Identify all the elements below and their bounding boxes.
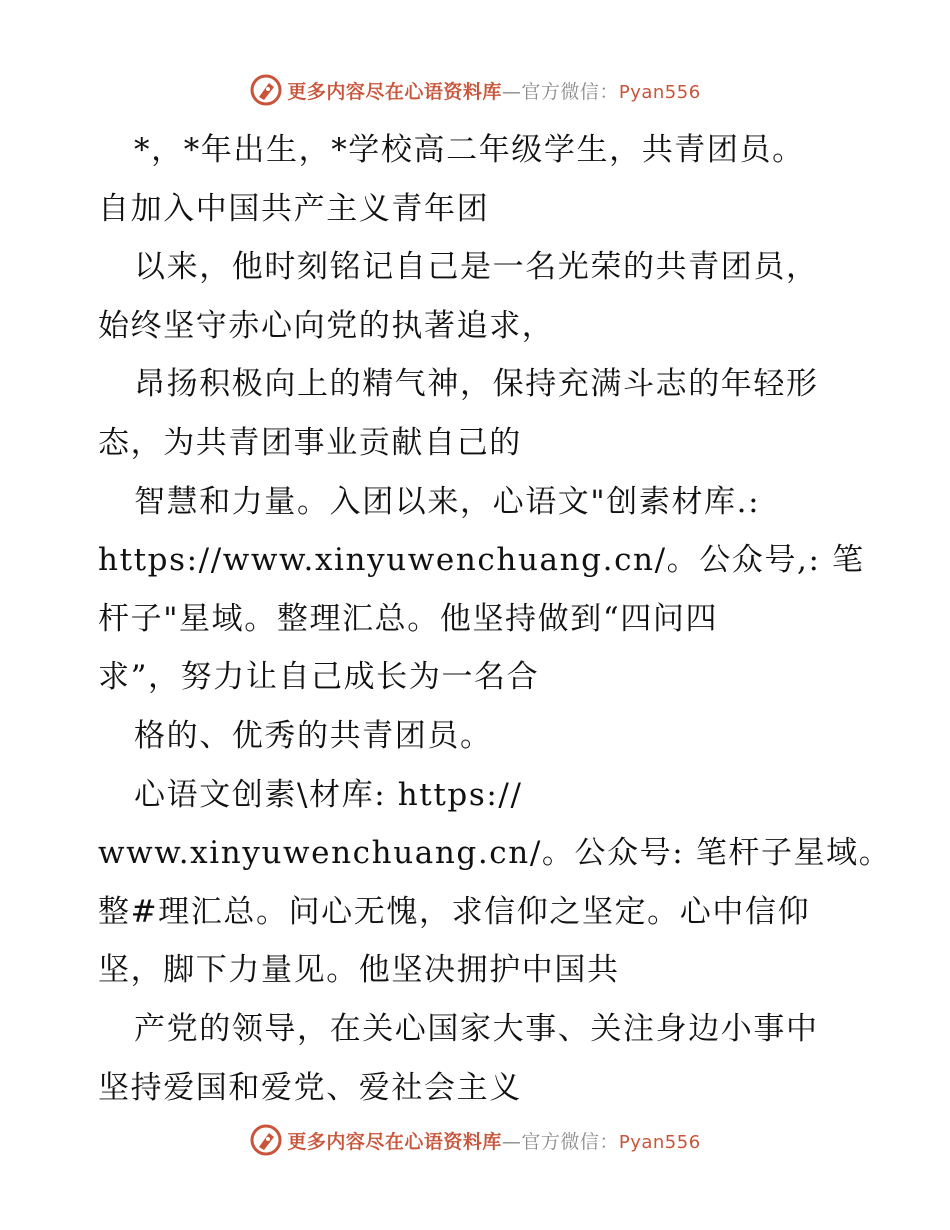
text-line: https://www.xinyuwenchuang.cn/。公众号,: 笔 bbox=[98, 542, 865, 579]
watermark-text bbox=[287, 77, 700, 104]
watermark-main: 更多内容尽在心语资料库 bbox=[287, 80, 502, 103]
pen-nib-logo-icon bbox=[249, 73, 283, 107]
text-line: 心语文创素\材库: https:// bbox=[134, 776, 523, 813]
text-line: 自加入中国共产主义青年团 bbox=[98, 190, 490, 227]
text-line: 昂扬积极向上的精气神，保持充满斗志的年轻形 bbox=[134, 366, 819, 403]
document-body bbox=[98, 121, 892, 1117]
text-line: 智慧和力量。入团以来，心语文"创素材库.: bbox=[134, 483, 761, 520]
text-line: 始终坚守赤心向党的执著追求， bbox=[98, 307, 555, 344]
watermark-text bbox=[287, 1127, 700, 1154]
header-watermark bbox=[0, 70, 950, 110]
watermark-main: 更多内容尽在心语资料库 bbox=[287, 1130, 502, 1153]
text-line: 坚持爱国和爱党、爱社会主义 bbox=[98, 1069, 522, 1106]
watermark-official: 官方微信： bbox=[521, 1130, 619, 1153]
watermark-dash: — bbox=[501, 1130, 522, 1153]
watermark-official: 官方微信： bbox=[521, 80, 619, 103]
watermark-dash: — bbox=[501, 80, 522, 103]
text-line: 格的、优秀的共青团员。 bbox=[134, 717, 493, 754]
text-line: 坚，脚下力量见。他坚决拥护中国共 bbox=[98, 952, 620, 989]
watermark-account: Pyan556 bbox=[618, 81, 701, 103]
text-line: 整#理汇总。问心无愧，求信仰之坚定。心中信仰 bbox=[98, 893, 811, 930]
text-line: 以来，他时刻铭记自己是一名光荣的共青团员， bbox=[134, 249, 819, 286]
text-line: 杆子"星域。整理汇总。他坚持做到“四问四 bbox=[98, 600, 719, 637]
footer-watermark bbox=[0, 1120, 950, 1160]
text-line: 态，为共青团事业贡献自己的 bbox=[98, 424, 522, 461]
text-line: 产党的领导，在关心国家大事、关注身边小事中 bbox=[134, 1010, 819, 1047]
pen-nib-logo-icon bbox=[249, 1123, 283, 1157]
text-line: 求”，努力让自己成长为一名合 bbox=[98, 659, 540, 696]
text-line: www.xinyuwenchuang.cn/。公众号: 笔杆子星域。 bbox=[98, 835, 892, 872]
watermark-account: Pyan556 bbox=[618, 1131, 701, 1153]
text-line: *，*年出生，*学校高二年级学生，共青团员。 bbox=[134, 132, 805, 168]
